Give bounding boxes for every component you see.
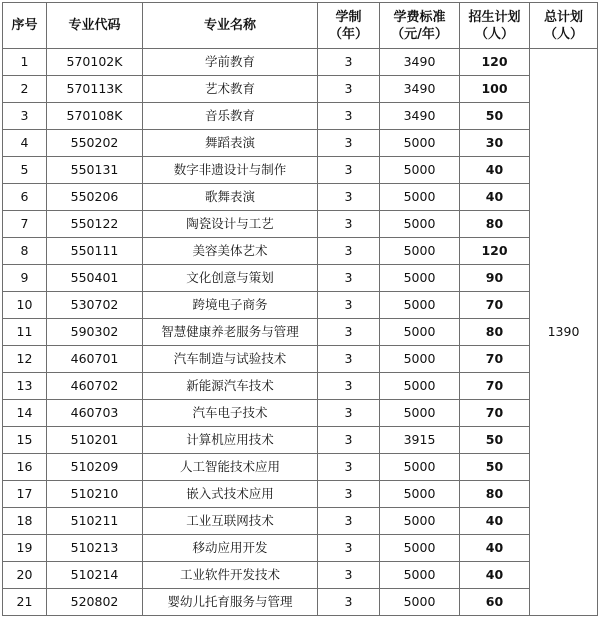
cell-years: 3 xyxy=(318,454,380,481)
cell-major-name: 文化创意与策划 xyxy=(143,265,318,292)
header-years-unit: （年） xyxy=(328,26,368,42)
table-row xyxy=(3,103,598,130)
cell-major-name: 工业互联网技术 xyxy=(143,508,318,535)
cell-tuition-fee: 5000 xyxy=(380,130,460,157)
cell-index: 8 xyxy=(3,238,47,265)
cell-major-code: 570102K xyxy=(47,49,143,76)
cell-years: 3 xyxy=(318,535,380,562)
cell-major-code: 550206 xyxy=(47,184,143,211)
cell-enrollment-plan: 80 xyxy=(460,481,530,508)
table-row xyxy=(3,292,598,319)
cell-years: 3 xyxy=(318,562,380,589)
cell-major-name: 数字非遗设计与制作 xyxy=(143,157,318,184)
cell-major-code: 570113K xyxy=(47,76,143,103)
table-row xyxy=(3,400,598,427)
cell-years: 3 xyxy=(318,427,380,454)
cell-enrollment-plan: 120 xyxy=(460,238,530,265)
cell-years: 3 xyxy=(318,211,380,238)
cell-major-code: 510209 xyxy=(47,454,143,481)
cell-enrollment-plan: 40 xyxy=(460,535,530,562)
cell-tuition-fee: 3915 xyxy=(380,427,460,454)
cell-enrollment-plan: 50 xyxy=(460,454,530,481)
cell-enrollment-plan: 80 xyxy=(460,211,530,238)
table-row xyxy=(3,427,598,454)
cell-years: 3 xyxy=(318,346,380,373)
header-index xyxy=(3,3,47,49)
header-fee-unit: （元/年） xyxy=(391,26,448,42)
cell-major-name: 陶瓷设计与工艺 xyxy=(143,211,318,238)
cell-index: 4 xyxy=(3,130,47,157)
cell-tuition-fee: 5000 xyxy=(380,454,460,481)
header-plan xyxy=(460,3,530,49)
cell-years: 3 xyxy=(318,373,380,400)
cell-major-name: 工业软件开发技术 xyxy=(143,562,318,589)
cell-major-code: 550122 xyxy=(47,211,143,238)
cell-tuition-fee: 5000 xyxy=(380,373,460,400)
header-total-label: 总计划 xyxy=(543,9,583,25)
cell-major-name: 音乐教育 xyxy=(143,103,318,130)
cell-total-plan: 1390 xyxy=(530,49,598,616)
table-row xyxy=(3,454,598,481)
cell-tuition-fee: 5000 xyxy=(380,481,460,508)
cell-tuition-fee: 5000 xyxy=(380,211,460,238)
cell-tuition-fee: 3490 xyxy=(380,103,460,130)
cell-enrollment-plan: 80 xyxy=(460,319,530,346)
cell-enrollment-plan: 120 xyxy=(460,49,530,76)
cell-major-name: 跨境电子商务 xyxy=(143,292,318,319)
cell-major-name: 新能源汽车技术 xyxy=(143,373,318,400)
cell-major-name: 智慧健康养老服务与管理 xyxy=(143,319,318,346)
cell-tuition-fee: 5000 xyxy=(380,535,460,562)
cell-major-name: 学前教育 xyxy=(143,49,318,76)
cell-tuition-fee: 3490 xyxy=(380,76,460,103)
header-code xyxy=(47,3,143,49)
header-fee-label: 学费标准 xyxy=(393,9,446,25)
cell-years: 3 xyxy=(318,508,380,535)
cell-index: 21 xyxy=(3,589,47,616)
header-name xyxy=(143,3,318,49)
cell-major-code: 520802 xyxy=(47,589,143,616)
cell-major-name: 舞蹈表演 xyxy=(143,130,318,157)
cell-tuition-fee: 3490 xyxy=(380,49,460,76)
table-row xyxy=(3,481,598,508)
header-years xyxy=(318,3,380,49)
cell-major-code: 510214 xyxy=(47,562,143,589)
cell-major-code: 550111 xyxy=(47,238,143,265)
cell-tuition-fee: 5000 xyxy=(380,346,460,373)
cell-tuition-fee: 5000 xyxy=(380,265,460,292)
cell-major-name: 汽车电子技术 xyxy=(143,400,318,427)
table-header-row xyxy=(3,3,598,49)
cell-major-name: 移动应用开发 xyxy=(143,535,318,562)
cell-enrollment-plan: 100 xyxy=(460,76,530,103)
cell-major-code: 570108K xyxy=(47,103,143,130)
cell-index: 9 xyxy=(3,265,47,292)
cell-major-name: 婴幼儿托育服务与管理 xyxy=(143,589,318,616)
cell-major-code: 550401 xyxy=(47,265,143,292)
cell-index: 15 xyxy=(3,427,47,454)
cell-major-code: 590302 xyxy=(47,319,143,346)
cell-years: 3 xyxy=(318,400,380,427)
cell-major-name: 人工智能技术应用 xyxy=(143,454,318,481)
header-plan-unit: （人） xyxy=(474,26,514,42)
cell-major-code: 510210 xyxy=(47,481,143,508)
cell-enrollment-plan: 70 xyxy=(460,400,530,427)
cell-tuition-fee: 5000 xyxy=(380,562,460,589)
cell-years: 3 xyxy=(318,49,380,76)
cell-years: 3 xyxy=(318,184,380,211)
cell-index: 1 xyxy=(3,49,47,76)
cell-years: 3 xyxy=(318,238,380,265)
cell-tuition-fee: 5000 xyxy=(380,157,460,184)
cell-index: 10 xyxy=(3,292,47,319)
header-index-label: 序号 xyxy=(11,18,38,33)
table-row xyxy=(3,130,598,157)
cell-major-name: 嵌入式技术应用 xyxy=(143,481,318,508)
cell-index: 3 xyxy=(3,103,47,130)
cell-major-name: 计算机应用技术 xyxy=(143,427,318,454)
cell-index: 11 xyxy=(3,319,47,346)
cell-years: 3 xyxy=(318,265,380,292)
cell-index: 2 xyxy=(3,76,47,103)
header-total-unit: （人） xyxy=(543,26,583,42)
cell-years: 3 xyxy=(318,76,380,103)
table-row xyxy=(3,535,598,562)
cell-tuition-fee: 5000 xyxy=(380,238,460,265)
table-body xyxy=(3,49,598,616)
cell-major-code: 460702 xyxy=(47,373,143,400)
table-row xyxy=(3,76,598,103)
table-row xyxy=(3,211,598,238)
cell-tuition-fee: 5000 xyxy=(380,400,460,427)
cell-years: 3 xyxy=(318,292,380,319)
cell-major-code: 510201 xyxy=(47,427,143,454)
cell-index: 5 xyxy=(3,157,47,184)
cell-major-code: 460701 xyxy=(47,346,143,373)
cell-index: 7 xyxy=(3,211,47,238)
cell-major-code: 550202 xyxy=(47,130,143,157)
table-row xyxy=(3,373,598,400)
cell-index: 18 xyxy=(3,508,47,535)
cell-enrollment-plan: 40 xyxy=(460,157,530,184)
cell-major-name: 美容美体艺术 xyxy=(143,238,318,265)
cell-years: 3 xyxy=(318,157,380,184)
cell-index: 14 xyxy=(3,400,47,427)
cell-tuition-fee: 5000 xyxy=(380,508,460,535)
cell-enrollment-plan: 50 xyxy=(460,427,530,454)
cell-major-code: 550131 xyxy=(47,157,143,184)
header-fee xyxy=(380,3,460,49)
cell-enrollment-plan: 70 xyxy=(460,346,530,373)
cell-enrollment-plan: 50 xyxy=(460,103,530,130)
cell-years: 3 xyxy=(318,319,380,346)
table-row xyxy=(3,508,598,535)
table-row xyxy=(3,157,598,184)
cell-years: 3 xyxy=(318,103,380,130)
cell-enrollment-plan: 40 xyxy=(460,508,530,535)
header-name-label: 专业名称 xyxy=(203,18,256,33)
table-row xyxy=(3,265,598,292)
table-row xyxy=(3,346,598,373)
cell-tuition-fee: 5000 xyxy=(380,319,460,346)
cell-index: 6 xyxy=(3,184,47,211)
cell-enrollment-plan: 70 xyxy=(460,373,530,400)
cell-enrollment-plan: 40 xyxy=(460,562,530,589)
cell-tuition-fee: 5000 xyxy=(380,292,460,319)
table-row xyxy=(3,319,598,346)
header-plan-label: 招生计划 xyxy=(468,9,521,25)
cell-major-code: 460703 xyxy=(47,400,143,427)
header-years-label: 学制 xyxy=(335,9,362,25)
cell-major-code: 510211 xyxy=(47,508,143,535)
cell-tuition-fee: 5000 xyxy=(380,184,460,211)
cell-enrollment-plan: 30 xyxy=(460,130,530,157)
table-row xyxy=(3,49,598,76)
cell-index: 16 xyxy=(3,454,47,481)
table-row xyxy=(3,184,598,211)
cell-enrollment-plan: 90 xyxy=(460,265,530,292)
cell-enrollment-plan: 40 xyxy=(460,184,530,211)
cell-major-name: 艺术教育 xyxy=(143,76,318,103)
table-row xyxy=(3,238,598,265)
header-total xyxy=(530,3,598,49)
cell-years: 3 xyxy=(318,589,380,616)
enrollment-plan-table xyxy=(2,2,598,616)
cell-enrollment-plan: 60 xyxy=(460,589,530,616)
cell-index: 17 xyxy=(3,481,47,508)
cell-index: 19 xyxy=(3,535,47,562)
cell-years: 3 xyxy=(318,481,380,508)
cell-index: 12 xyxy=(3,346,47,373)
cell-index: 13 xyxy=(3,373,47,400)
cell-index: 20 xyxy=(3,562,47,589)
cell-major-name: 歌舞表演 xyxy=(143,184,318,211)
table-row xyxy=(3,589,598,616)
header-code-label: 专业代码 xyxy=(68,18,121,33)
cell-major-name: 汽车制造与试验技术 xyxy=(143,346,318,373)
cell-years: 3 xyxy=(318,130,380,157)
cell-major-code: 530702 xyxy=(47,292,143,319)
cell-enrollment-plan: 70 xyxy=(460,292,530,319)
cell-tuition-fee: 5000 xyxy=(380,589,460,616)
cell-major-code: 510213 xyxy=(47,535,143,562)
table-row xyxy=(3,562,598,589)
